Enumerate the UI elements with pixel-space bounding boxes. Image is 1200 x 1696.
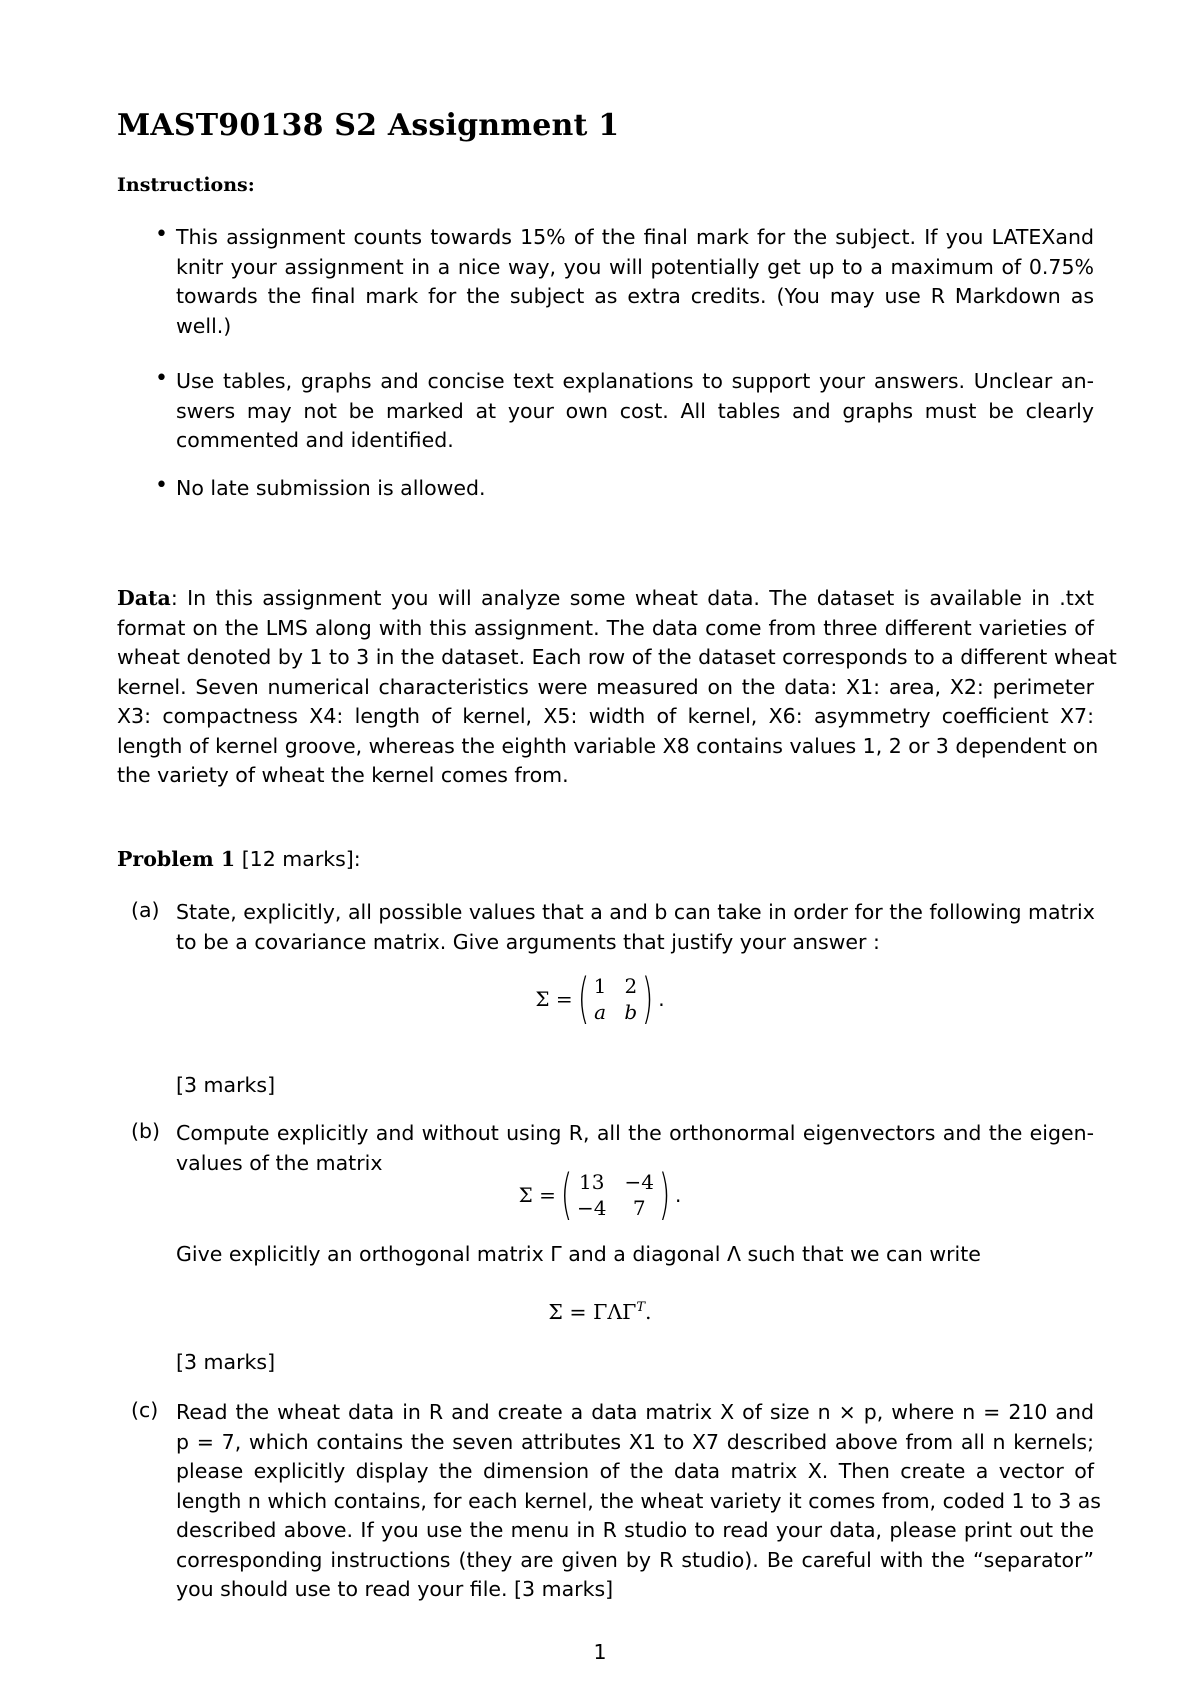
- instruction-3-line-1: No late submission is allowed.: [176, 476, 486, 500]
- part-c-line-7: you should use to read your file. [3 marks]: [176, 1577, 614, 1601]
- left-paren: (: [577, 967, 589, 1030]
- part-a-label: (a): [131, 898, 160, 922]
- instruction-1-line-2: knitr your assignment in a nice way, you will potentially get up to a maximum of 0.75%: [176, 254, 1094, 279]
- data-section: [117, 584, 1117, 791]
- data-line-3: wheat denoted by 1 to 3 in the dataset. Each row of the dataset corresponds to a different wheat: [117, 645, 1117, 669]
- part-c-line-6: corresponding instructions (they are given by R studio). Be careful with the “separator”: [176, 1547, 1094, 1572]
- part-a-line-1: State, explicitly, all possible values that a and b can take in order for the following matrix: [176, 900, 1095, 924]
- matrix-cell: a: [594, 1000, 606, 1024]
- matrix-cell: −4: [624, 1170, 654, 1194]
- part-b-matrix-equation: [0, 1163, 1200, 1226]
- matrix-cell: b: [624, 1000, 638, 1024]
- instructions-heading: Instructions:: [117, 174, 255, 196]
- matrix-b: [577, 1170, 654, 1220]
- bullet-icon: •: [155, 473, 168, 498]
- matrix-cell: 13: [578, 1170, 605, 1194]
- matrix-cell: 7: [632, 1196, 646, 1220]
- data-line-4: kernel. Seven numerical characteristics were measured on the data: X1: area, X2: perimeter: [117, 674, 1094, 699]
- instruction-1-line-4: well.): [176, 313, 232, 338]
- decomposition-equation: $\Sigma = \Gamma\Lambda\Gamma^T$.: [548, 1299, 652, 1324]
- part-b-line-2: values of the matrix: [176, 1150, 383, 1175]
- data-line-1: Data: In this assignment you will analyze some wheat data. The dataset is available in .txt: [117, 586, 1094, 610]
- part-c-line-5: described above. If you use the menu in R studio to read your data, please print out the: [176, 1518, 1094, 1542]
- bullet-icon: •: [155, 222, 168, 247]
- part-c-line-2: p = 7, which contains the seven attributes X1 to X7 described above from all n kernels;: [176, 1429, 1094, 1454]
- part-b-line-3: Give explicitly an orthogonal matrix Γ and a diagonal Λ such that we can write: [176, 1242, 981, 1266]
- part-a-line-2: to be a covariance matrix. Give arguments that justify your answer :: [176, 929, 880, 954]
- instruction-2-line-1: Use tables, graphs and concise text explanations to support your answers. Unclear an-: [176, 369, 1094, 393]
- instruction-2-line-2: swers may not be marked at your own cost. All tables and graphs must be clearly: [176, 398, 1094, 423]
- data-line-7: the variety of wheat the kernel comes from.: [117, 763, 569, 787]
- data-label: Data: [117, 586, 171, 610]
- instruction-1-line-3: towards the final mark for the subject as extra credits. (You may use R Markdown as: [176, 284, 1094, 308]
- right-paren: ): [658, 1163, 671, 1226]
- matrix-cell: −4: [576, 1196, 607, 1220]
- part-c-line-4: length n which contains, for each kernel, the wheat variety it comes from, coded 1 to 3 as: [176, 1488, 1101, 1513]
- matrix-end: .: [658, 987, 665, 1011]
- part-a-text: [176, 898, 1094, 957]
- left-paren: (: [560, 1163, 573, 1226]
- instruction-1-line-1: This assignment counts towards 15% of the final mark for the subject. If you LATEXand: [176, 225, 1094, 249]
- part-a-matrix-equation: [0, 967, 1200, 1030]
- part-b-label: (b): [131, 1119, 161, 1143]
- data-line-2: format on the LMS along with this assignment. The data come from three different varieties of: [117, 615, 1094, 640]
- instruction-item-3: [176, 474, 1094, 504]
- instruction-item-1: [176, 223, 1094, 341]
- part-b-marks: [3 marks]: [176, 1350, 276, 1374]
- part-c-text: [176, 1398, 1101, 1605]
- data-line-6: length of kernel groove, whereas the eighth variable X8 contains values 1, 2 or 3 dependent on: [117, 733, 1099, 758]
- instruction-2-line-3: commented and identified.: [176, 428, 454, 452]
- part-c-label: (c): [131, 1398, 159, 1422]
- bullet-icon: •: [155, 366, 168, 391]
- right-paren: ): [641, 967, 654, 1030]
- part-b-line-1: Compute explicitly and without using R, all the orthonormal eigenvectors and the eigen-: [176, 1121, 1094, 1145]
- matrix-cell: 1: [593, 974, 607, 998]
- problem-1-label: Problem 1: [117, 847, 236, 871]
- matrix-a: [594, 974, 638, 1024]
- sigma-lhs: Σ =: [535, 987, 573, 1011]
- problem-1-heading: [117, 845, 361, 875]
- part-a-marks: [3 marks]: [176, 1073, 276, 1097]
- sigma-lhs: Σ =: [518, 1183, 556, 1207]
- matrix-cell: 2: [624, 974, 638, 998]
- page-number: 1: [593, 1640, 607, 1664]
- part-c-line-3: please explicitly display the dimension of the data matrix X. Then create a vector of: [176, 1459, 1094, 1483]
- page-title: MAST90138 S2 Assignment 1: [117, 108, 620, 143]
- instruction-item-2: [176, 367, 1094, 456]
- part-c-line-1: Read the wheat data in R and create a data matrix X of size n × p, where n = 210 and: [176, 1400, 1094, 1424]
- problem-1-marks: [12 marks]:: [241, 847, 361, 871]
- data-line-5: X3: compactness X4: length of kernel, X5: width of kernel, X6: asymmetry coefficient X7:: [117, 704, 1094, 728]
- matrix-end: .: [675, 1183, 682, 1207]
